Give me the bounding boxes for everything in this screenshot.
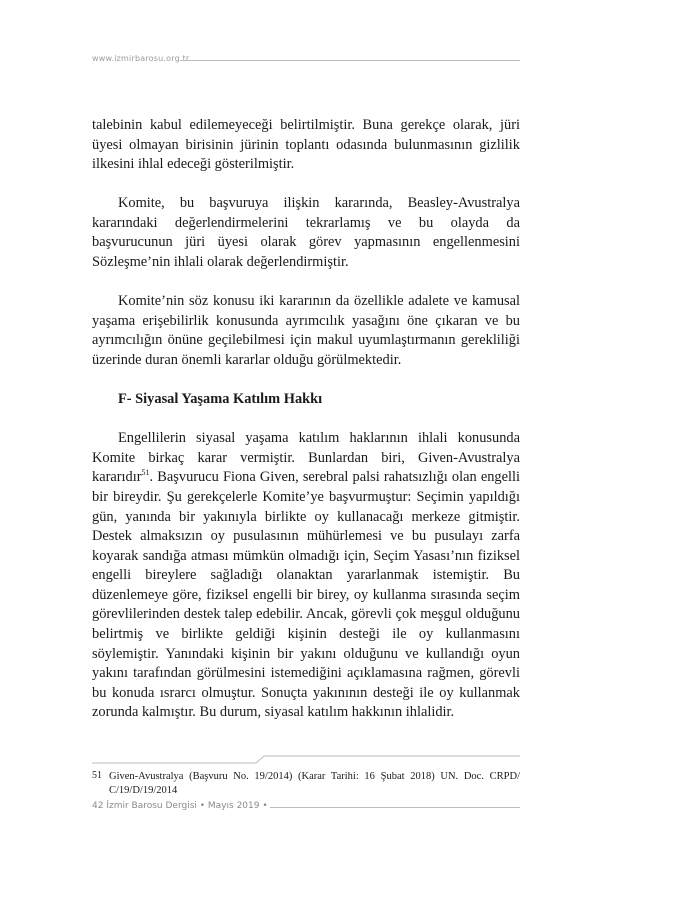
footnote <box>92 770 520 797</box>
footnote-reference[interactable]: 51 <box>141 468 150 478</box>
paragraph-4 <box>92 429 520 723</box>
header-url: www.izmirbarosu.org.tr <box>92 54 190 63</box>
footnote-text: Given-Avustralya (Başvuru No. 19/2014) (Karar Tarihi: 16 Şubat 2018) UN. Doc. CRPD/ C/19/D/19/2014 <box>109 771 520 796</box>
paragraph-2: Komite, bu başvuruya ilişkin kararında, Beasley-Avustralya kararındaki değerlendirmelerini tekrarlamış ve bu olayda da başvurucunun jüri üyesi olarak görev yapmasının engellenmesini Sözleşme’nin ihlali olarak değerlendirmiştir. <box>92 195 520 271</box>
footnote-divider <box>92 752 520 764</box>
page-footer <box>92 800 520 814</box>
page-header <box>92 54 520 68</box>
paragraph-3: Komite’nin söz konusu iki kararının da özellikle adalete ve kamusal yaşama erişebilirlik konusunda ayrımcılık yasağını öne çıkaran ve bu ayrımcılığın önüne geçilebilmesi için makul uyumlaştırmanın gerekliliği üzerinde duran önemli kararlar olduğu görülmektedir. <box>92 293 520 368</box>
header-rule <box>180 60 520 61</box>
paragraph-4-rest: . Başvurucu Fiona Given, serebral palsi rahatsızlığı olan engelli bir bireydir. Şu gerekçelerle Komite’ye başvurmuştur: Seçimin yapıldığı gün, yanında bir yakınıyla birlikte oy kullanacağı merkeze gitmiştir. Destek almaksızın oy pusulasının mühürlemesi ve bu pusulayı zarfa koyarak sandığa atması mümkün olmadığı için, Seçim Yasası’nın fiziksel engelli bireylere sağladığı olanaktan yararlanmak istemiştir. Bu düzenlemeye göre, fiziksel engelli bir birey, oy kullanma sırasında seçim görevlilerinden destek talep edebilir. Ancak, görevli çok meşgul olduğunu belirtmiş ve birlikte geldiği kişinin desteği ile oy kullanmasını söylemiştir. Yanındaki kişinin bir yakını olduğunu ve kullandığı oyun yakını tarafından görülmesini istemediğini açıklamasına rağmen, görevli bu konuda ısrarcı olmuştur. Sonuçta yakınının desteği ile oy kullanmak zorunda kalmıştır. Bu durum, siyasal katılım hakkının ihlalidir. <box>92 469 520 721</box>
section-heading: F- Siyasal Yaşama Katılım Hakkı <box>118 391 323 408</box>
paragraph-1: talebinin kabul edilemeyeceği belirtilmiştir. Buna gerekçe olarak, jüri üyesi olmayan birisinin jürinin toplantı odasında bulunmasının gizlilik ilkesini ihlal edeceği gösterilmiştir. <box>92 117 520 173</box>
footnote-number: 51 <box>92 770 102 781</box>
footer-text: 42 İzmir Barosu Dergisi • Mayıs 2019 • <box>92 801 268 811</box>
body-text <box>92 116 520 743</box>
paragraph-4-start: Engellilerin siyasal yaşama katılım haklarının ihlali konusunda Komite birkaç karar vermiştir. Bunlardan biri, Given-Avustralya kararıdır <box>92 430 520 486</box>
footer-rule <box>270 807 520 808</box>
